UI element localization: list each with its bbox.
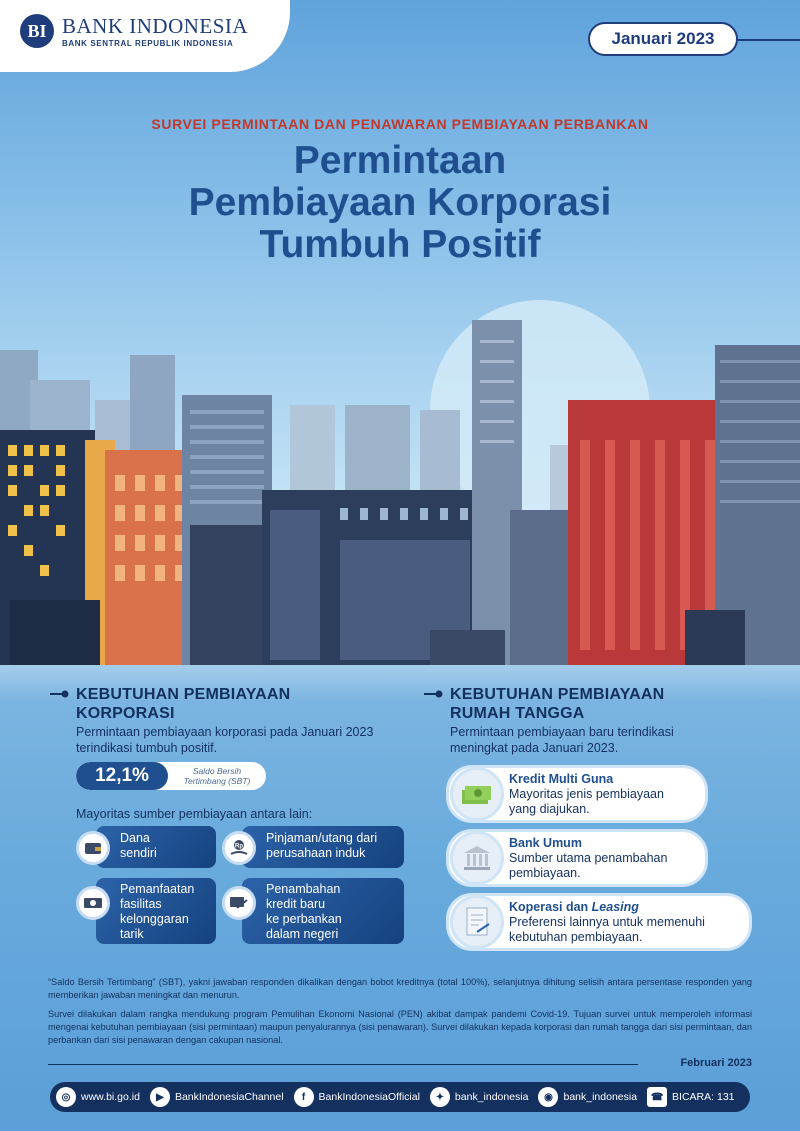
youtube-icon: ▶ [150, 1087, 170, 1107]
item-text-line: pembiayaan. [509, 866, 581, 880]
footer-facebook-link[interactable] [294, 1087, 420, 1107]
heading-line: KEBUTUHAN PEMBIAYAAN [76, 686, 291, 703]
cash-icon [76, 886, 110, 920]
household-description [450, 724, 750, 756]
household-heading [450, 685, 664, 723]
source-line: perusahaan induk [266, 846, 366, 860]
footer-label: www.bi.go.id [81, 1091, 140, 1103]
source-line: kelonggaran [120, 912, 189, 926]
sources-intro: Mayoritas sumber pembiayaan antara lain: [76, 807, 313, 821]
footer-label: BankIndonesiaChannel [174, 1091, 284, 1103]
household-item-title [509, 900, 639, 914]
footer-label: bank_indonesia [454, 1091, 529, 1103]
wallet-icon [76, 831, 110, 865]
phone-icon: ☎ [647, 1087, 667, 1107]
twitter-icon: ✦ [430, 1087, 450, 1107]
divider [738, 39, 800, 41]
source-card-kredit-baru [242, 878, 404, 944]
period-badge: Januari 2023 [588, 22, 738, 56]
publish-date: Februari 2023 [680, 1057, 752, 1069]
bullet-icon [424, 690, 444, 698]
instagram-icon: ◉ [538, 1087, 558, 1107]
sbt-label [174, 766, 260, 786]
item-text-line: Preferensi lainnya untuk memenuhi [509, 915, 705, 929]
source-line: Pemanfaatan [120, 882, 195, 896]
title-line: Pembiayaan Korporasi [188, 181, 612, 224]
source-card-pinjaman [242, 826, 404, 868]
description-line: Permintaan pembiayaan korporasi pada Januari 2023 [76, 725, 374, 739]
source-card-fasilitas [96, 878, 216, 944]
source-line: kredit baru [266, 897, 326, 911]
source-line: Pinjaman/utang dari [266, 831, 378, 845]
corporate-description [76, 724, 416, 756]
svg-text:Rp: Rp [235, 843, 243, 850]
bank-subtitle: BANK SENTRAL REPUBLIK INDONESIA [62, 39, 234, 48]
footer-label: BICARA: 131 [672, 1091, 735, 1103]
source-line: sendiri [120, 846, 157, 860]
facebook-icon: f [294, 1087, 314, 1107]
page-title [0, 140, 800, 266]
bank-building-icon [450, 831, 504, 885]
bullet-icon [50, 690, 70, 698]
heading-line: KORPORASI [76, 705, 175, 722]
sbt-indicator [76, 762, 266, 790]
divider [48, 1064, 638, 1065]
card-icon [222, 886, 256, 920]
household-item-title: Kredit Multi Guna [509, 772, 614, 786]
sbt-value: 12,1% [76, 762, 168, 790]
source-line: fasilitas [120, 897, 162, 911]
footer-website-link[interactable] [56, 1087, 140, 1107]
footer-twitter-link[interactable] [430, 1087, 529, 1107]
contract-document-icon [450, 895, 504, 949]
title-italic: Leasing [591, 900, 639, 914]
hand-coin-icon [222, 831, 256, 865]
description-line: Permintaan pembiayaan baru terindikasi [450, 725, 674, 739]
description-line: terindikasi tumbuh positif. [76, 741, 218, 755]
footer-bicara-contact[interactable] [647, 1087, 734, 1107]
title-line: Tumbuh Positif [259, 223, 541, 266]
sbt-footnote: “Saldo Bersih Tertimbang” (SBT), yakni jawaban responden dikalikan dengan bobot kreditnya (total 100%), selanjutnya dihitung selisih antara persentase responden yang memberikan jawaban meningkat dan menurun. [48, 977, 752, 1000]
corporate-heading [76, 685, 290, 723]
heading-line: KEBUTUHAN PEMBIAYAAN [450, 686, 665, 703]
survey-kicker: SURVEI PERMINTAAN DAN PENAWARAN PEMBIAYAAN PERBANKAN [151, 116, 649, 132]
sbt-label-line: Tertimbang (SBT) [183, 776, 251, 786]
sbt-label-line: Saldo Bersih [192, 766, 242, 776]
title-text: Koperasi dan [509, 900, 592, 914]
money-stack-icon [450, 767, 504, 821]
footer-instagram-link[interactable] [538, 1087, 637, 1107]
item-text-line: kebutuhan pembiayaan. [509, 930, 643, 944]
source-line: tarik [120, 927, 144, 941]
globe-icon: ◎ [56, 1087, 76, 1107]
household-item-text [509, 915, 705, 945]
city-skyline-illustration [0, 300, 800, 665]
heading-line: RUMAH TANGGA [450, 705, 585, 722]
household-item-text [509, 787, 664, 817]
source-line: Penambahan [266, 882, 341, 896]
bank-name: BANK INDONESIA [62, 14, 249, 38]
source-card-dana-sendiri [96, 826, 216, 868]
household-item-title: Bank Umum [509, 836, 582, 850]
footer-label: bank_indonesia [563, 1091, 638, 1103]
source-line: ke perbankan [266, 912, 342, 926]
footer-youtube-link[interactable] [150, 1087, 284, 1107]
item-text-line: Sumber utama penambahan [509, 851, 668, 865]
source-line: dalam negeri [266, 927, 339, 941]
description-line: meningkat pada Januari 2023. [450, 741, 619, 755]
item-text-line: yang diajukan. [509, 802, 590, 816]
bank-indonesia-logo-icon: BI [20, 14, 54, 48]
household-item-text [509, 851, 667, 881]
footer-label: BankIndonesiaOfficial [318, 1091, 420, 1103]
social-footer-bar [50, 1082, 750, 1112]
survey-footnote: Survei dilakukan dalam rangka mendukung program Pemulihan Ekonomi Nasional (PEN) akibat dampak pandemi Covid-19. Tujuan survei untuk memperoleh informasi mengenai kebutuhan pembiayaan (sisi permintaan) maupun penyalurannya (sisi penawaran). Survei dilakukan kepada korporasi dan rumah tangga dari sisi permintaan, dan perbankan dari sisi penawaran dengan cakupan nasional. [48, 1009, 752, 1045]
item-text-line: Mayoritas jenis pembiayaan [509, 787, 664, 801]
source-line: Dana [120, 831, 150, 845]
title-line: Permintaan [293, 139, 507, 182]
